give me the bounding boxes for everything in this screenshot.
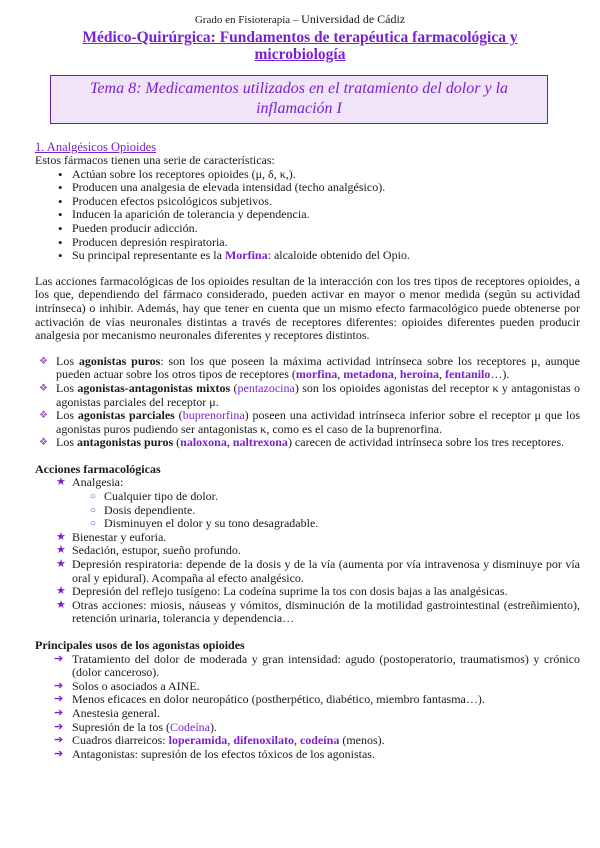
drug-name: Codeína xyxy=(170,719,210,734)
text-fragment: Los xyxy=(56,353,79,368)
sublist-item: ○ Dosis dependiente. xyxy=(35,504,580,518)
text-fragment: : son los que poseen la máxima actividad intrínseca sobre los receptores μ, aunque pueden actuar sobre los otros tipos de receptores ( xyxy=(56,353,580,382)
text-fragment: ( xyxy=(173,435,181,450)
sublist-item: ○ Cualquier tipo de dolor. xyxy=(35,490,580,504)
list-item-main-representative xyxy=(35,249,580,263)
actions-heading: Acciones farmacológicas xyxy=(35,461,161,476)
section-title: 1. Analgésicos Opioides xyxy=(35,140,157,154)
text-fragment: ) carecen de actividad intrínseca sobre los tres receptores. xyxy=(287,435,565,450)
header-line xyxy=(0,12,600,27)
subject-title: Médico-Quirúrgica: Fundamentos de terapéutica farmacológica y microbiología xyxy=(82,29,518,63)
text-fragment: ) poseen una actividad intrínseca inferior sobre el receptor μ que los agonistas puros pudiendo ser antagonistas κ, como es el caso de la buprenorfina. xyxy=(56,408,581,436)
term: agonistas puros xyxy=(78,353,161,368)
drug-name: codeína xyxy=(299,733,340,748)
actions-list xyxy=(35,476,580,626)
list-item-pure-antagonists xyxy=(35,436,580,450)
list-item-mixed-agonists xyxy=(35,382,580,409)
list-item: ➔ Anestesia general. xyxy=(35,707,580,721)
receptors-paragraph: Las acciones farmacológicas de los opioides resultan de la interacción con los tres tipos de receptores opioides, a los que, dependiendo del fármaco considerado, pueden activar en mayor o menor medida (según su actividad intrínseca) o inhibir. Además, hay que tener en cuenta que un mismo efecto farmacológico puede obtenerse por activación de vías neuronales distintas a través de receptores diferentes: opioides diferentes pueden producir analgesia por mecanismo neuronales diferentes y receptores distintos. xyxy=(35,273,580,343)
header-separator: – xyxy=(290,14,302,26)
term: agonistas parciales xyxy=(77,408,175,423)
text-fragment: Los xyxy=(56,380,78,395)
list-item: • Producen una analgesia de elevada intensidad (techo analgésico). xyxy=(35,181,580,195)
drug-name: buprenorfina xyxy=(182,408,245,423)
term: agonistas-antagonistas mixtos xyxy=(77,380,231,395)
list-item: ★ Otras acciones: miosis, náuseas y vómitos, disminución de la motilidad gastrointestinal (estreñimiento), retención urinaria, tolerancia y dependencia… xyxy=(35,599,580,626)
text-fragment: Supresión de la tos ( xyxy=(72,719,170,734)
uses-list xyxy=(35,653,580,762)
drug-name: loperamida xyxy=(168,733,228,748)
text-fragment: , xyxy=(439,367,446,382)
degree-label: Grado en Fisioterapia xyxy=(194,14,291,26)
analgesia-sublist xyxy=(35,490,580,531)
list-item: • Inducen la aparición de tolerancia y dependencia. xyxy=(35,208,580,222)
sublist-item: ○ Disminuyen el dolor y su tono desagradable. xyxy=(35,517,580,531)
text-fragment: Los xyxy=(56,435,77,450)
list-item-pure-agonists xyxy=(35,355,580,382)
university-label: Universidad de Cádiz xyxy=(301,12,406,26)
list-item: ★ Depresión del reflejo tusígeno: La codeína suprime la tos con dosis bajas a las analgésicas. xyxy=(35,585,580,599)
text-fragment: : alcaloide obtenido del Opio. xyxy=(267,248,410,263)
list-item: • Pueden producir adicción. xyxy=(35,222,580,236)
drug-name: fentanilo xyxy=(445,367,491,382)
list-item: • Producen efectos psicológicos subjetivos. xyxy=(35,195,580,209)
text-fragment: (menos). xyxy=(339,733,385,748)
list-item: ★ Depresión respiratoria: depende de la dosis y de la vía (aumenta por vía intravenosa y disminuye por vía oral y epidural). Acompaña al efecto analgésico. xyxy=(35,558,580,585)
text-fragment: ( xyxy=(174,408,183,423)
text-fragment: , xyxy=(393,367,400,382)
text-fragment: , xyxy=(337,367,344,382)
drug-name: pentazocina xyxy=(237,380,295,395)
drug-name: heroína xyxy=(399,367,440,382)
text-fragment: Cuadros diarreicos: xyxy=(72,733,169,748)
list-item: ➔ Menos eficaces en dolor neuropático (postherpético, diabético, miembro fantasma…). xyxy=(35,693,580,707)
text-fragment: Los xyxy=(56,408,78,423)
drug-name: metadona xyxy=(343,367,394,382)
list-item: • Producen depresión respiratoria. xyxy=(35,236,580,250)
drug-name: morfina xyxy=(295,367,338,382)
text-fragment: ). xyxy=(210,719,217,734)
text-fragment: Su principal representante es la xyxy=(72,248,225,263)
list-item: ★ Bienestar y euforia. xyxy=(35,531,580,545)
list-item: ★ Sedación, estupor, sueño profundo. xyxy=(35,544,580,558)
drug-name: difenoxilato xyxy=(233,733,294,748)
page-header xyxy=(0,12,600,63)
list-item: ➔ Solos o asociados a AINE. xyxy=(35,680,580,694)
list-item: ➔ Tratamiento del dolor de moderada y gran intensidad: agudo (postoperatorio, traumatismos) y crónico (dolor canceroso). xyxy=(35,653,580,680)
analgesia-label: Analgesia: xyxy=(72,475,124,490)
topic-title: Tema 8: Medicamentos utilizados en el tratamiento del dolor y la inflamación I xyxy=(89,80,509,117)
list-item-partial-agonists xyxy=(35,409,580,436)
term: antagonistas puros xyxy=(77,435,174,450)
main-content xyxy=(35,140,580,761)
drug-name: naloxona, naltrexona xyxy=(180,435,288,450)
list-item: ➔ Antagonistas: supresión de los efectos tóxicos de los agonistas. xyxy=(35,748,580,762)
list-item-cough xyxy=(35,721,580,735)
text-fragment: ( xyxy=(230,380,238,395)
uses-heading: Principales usos de los agonistas opioides xyxy=(35,638,245,652)
text-fragment: , xyxy=(227,733,234,748)
section-intro: Estos fármacos tienen una serie de características: xyxy=(35,153,275,167)
topic-title-box xyxy=(50,75,548,124)
text-fragment: …). xyxy=(490,367,510,382)
list-item-diarrhea xyxy=(35,734,580,748)
characteristics-list xyxy=(35,168,580,263)
list-item: • Actúan sobre los receptores opioides (μ, δ, κ,). xyxy=(35,168,580,182)
text-fragment: , xyxy=(293,733,300,748)
agonist-types-list xyxy=(35,355,580,450)
list-item-analgesia xyxy=(35,476,580,530)
text-fragment: ) son los opioides agonistas del receptor κ y antagonistas o agonistas parciales del receptor μ. xyxy=(56,380,581,409)
drug-name: Morfina xyxy=(224,248,268,263)
